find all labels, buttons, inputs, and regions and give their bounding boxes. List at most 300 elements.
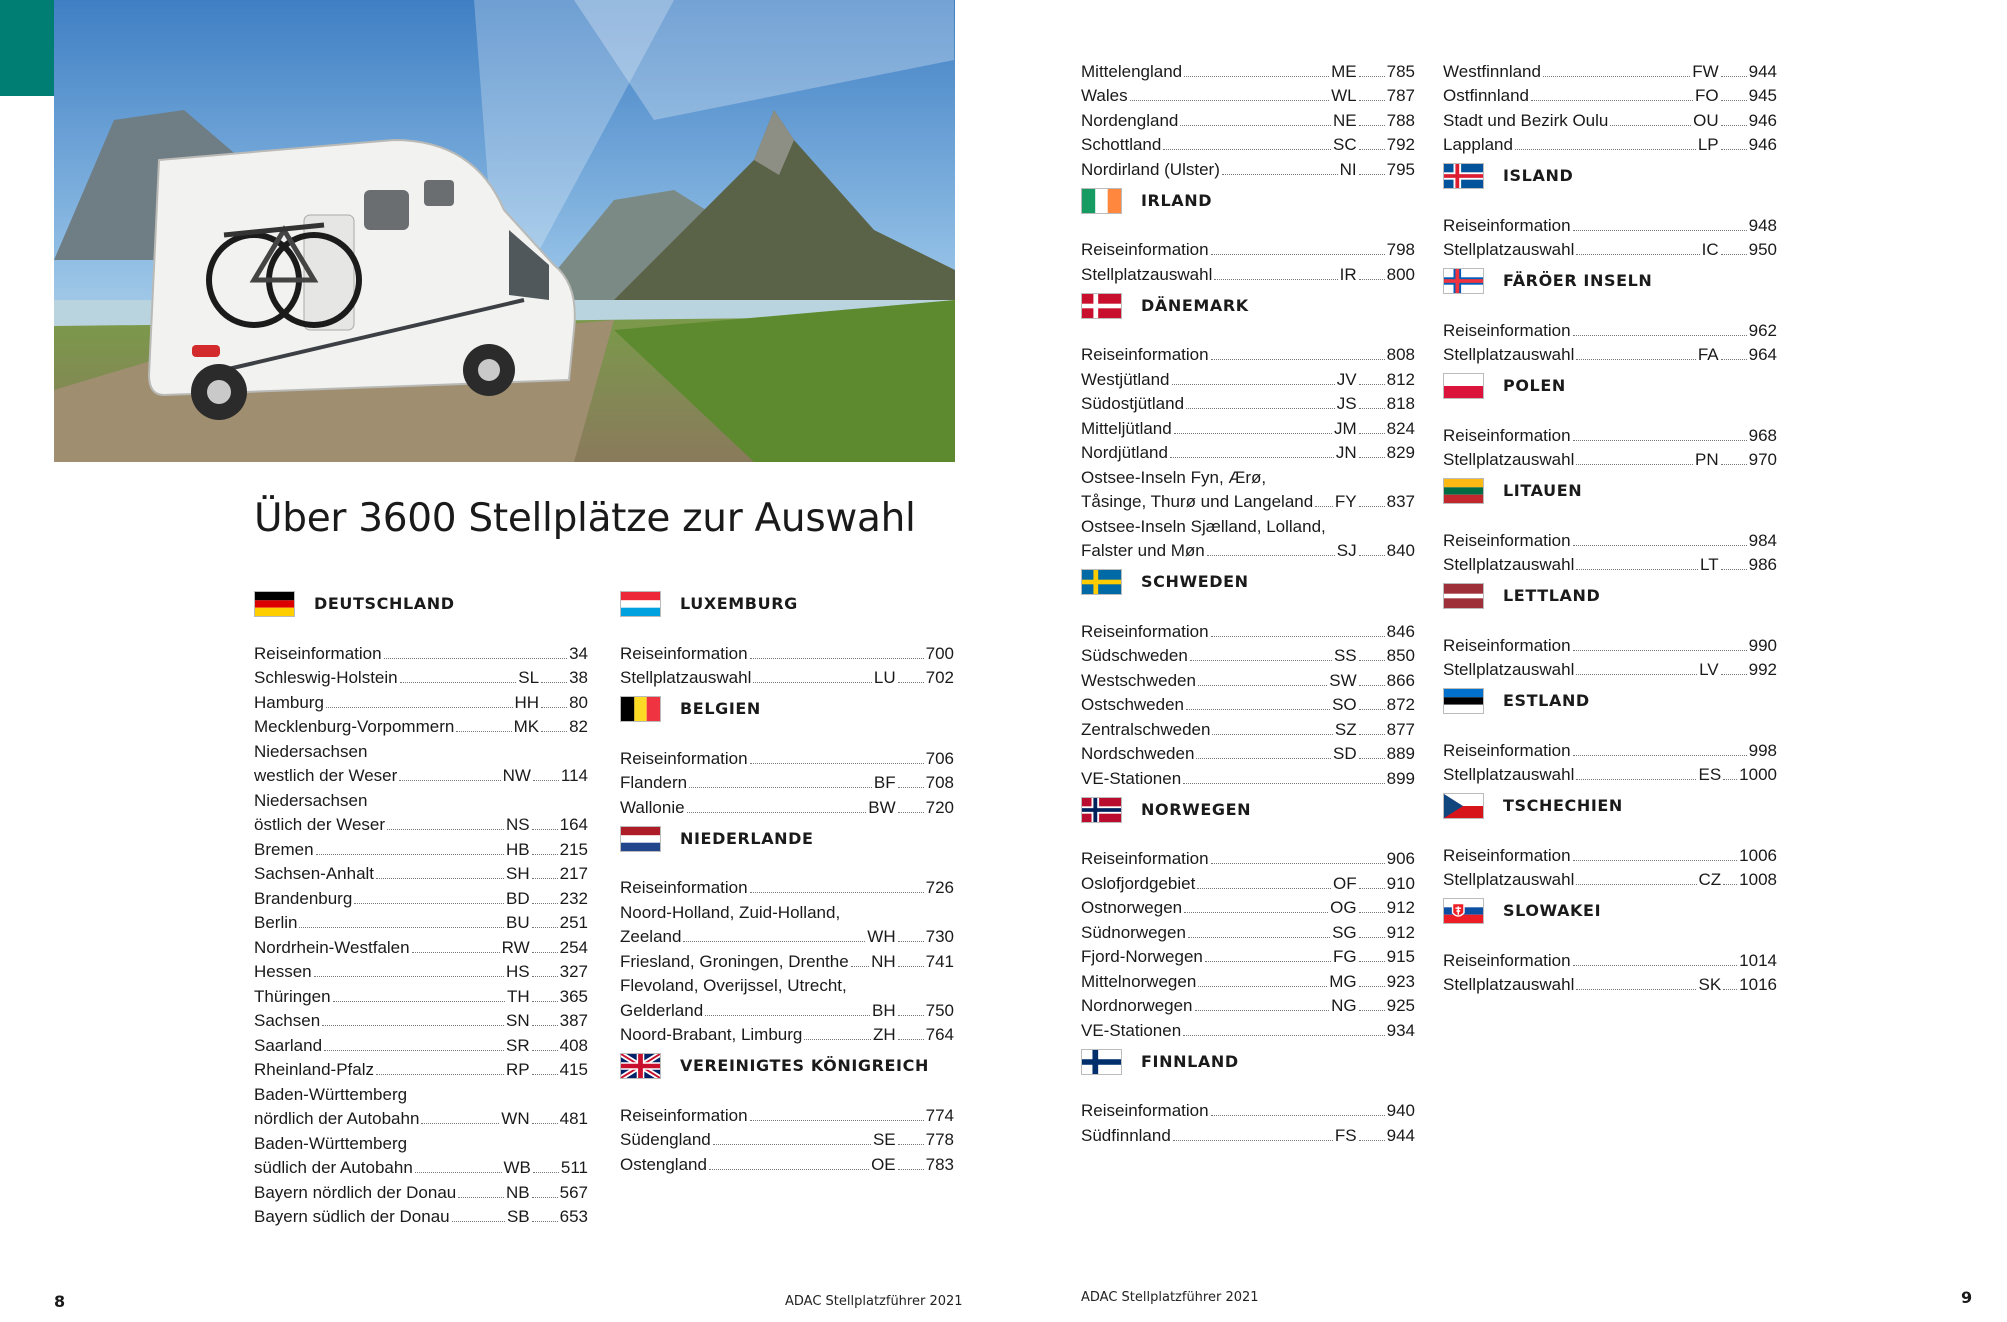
index-entry[interactable] [254,982,588,1007]
entry-label: Stellplatzauswahl [1443,240,1575,259]
leader-dots [1515,149,1696,150]
country-block [1443,478,1777,575]
leader-dots [898,787,924,788]
index-entry[interactable] [1443,526,1777,551]
index-entry[interactable] [254,1007,588,1032]
index-entry[interactable] [1081,131,1415,156]
region-code: ES [1698,765,1722,784]
region-code: HB [506,839,530,859]
index-entry[interactable] [1081,967,1415,992]
entry-label: Friesland, Groningen, Drenthe [620,951,849,971]
index-entry[interactable] [1443,761,1777,786]
leader-dots [1315,506,1333,507]
index-entry[interactable] [1443,211,1777,236]
index-entry[interactable] [254,1203,588,1228]
index-entry[interactable] [1081,414,1415,439]
page-number: 251 [559,913,588,932]
entry-label: Reiseinformation [1443,215,1571,235]
index-entry[interactable] [620,769,954,794]
entry-label: Reiseinformation [620,878,748,897]
entry-label: Stadt und Bezirk Oulu [1443,110,1609,130]
index-entry[interactable] [1081,992,1415,1017]
index-entry[interactable] [1081,764,1415,789]
entry-label: Mittelnorwegen [1081,971,1197,991]
index-entry[interactable] [1081,488,1415,513]
entry-label: Reiseinformation [1443,320,1571,340]
country-heading [1081,569,1415,601]
index-entry[interactable] [620,1126,954,1151]
flag-ee-icon [1443,688,1484,714]
country-name: ESTLAND [1503,691,1590,710]
leader-dots [532,878,558,879]
leader-dots [1183,1035,1384,1036]
country-block [1081,1049,1415,1146]
index-entry[interactable] [1443,131,1777,156]
index-entry[interactable] [1081,82,1415,107]
leader-dots [804,1039,871,1040]
leader-dots [1130,100,1330,101]
leader-dots [1359,937,1385,938]
page-number: 327 [559,962,588,981]
page-number: 1006 [1739,845,1777,865]
index-entry[interactable] [620,947,954,972]
region-code: WB [503,1158,531,1177]
country-block [1081,57,1415,180]
region-code: RP [506,1060,530,1079]
leader-dots [532,1074,558,1075]
index-entry[interactable] [254,1031,588,1056]
index-entry[interactable] [1081,691,1415,716]
page-number: 950 [1748,240,1777,259]
page-number: 795 [1386,159,1415,179]
leader-dots [1543,76,1690,77]
entry-label: Stellplatzauswahl [1443,870,1575,889]
flag-de-icon [254,591,295,617]
region-code: SO [1332,695,1357,714]
index-entry[interactable] [1443,82,1777,107]
leader-dots [1359,1010,1385,1011]
index-entry[interactable] [620,874,954,899]
page-number: 923 [1386,971,1415,991]
page-number: 787 [1386,86,1415,105]
leader-dots [314,976,504,977]
entry-label: östlich der Weser [254,815,386,834]
leader-dots [1183,783,1384,784]
country-block [1443,688,1777,785]
leader-dots [1573,965,1738,966]
page-number: 792 [1386,135,1415,154]
index-entry[interactable] [1081,666,1415,691]
leader-dots [1576,779,1696,780]
country-block [1081,188,1415,285]
leader-dots [1721,100,1747,101]
country-heading [1081,188,1415,220]
leader-dots [1359,100,1385,101]
leader-dots [1184,76,1329,77]
page-number: 783 [925,1154,954,1174]
index-entry[interactable] [254,835,588,860]
region-code: FO [1695,86,1719,105]
leader-dots [1723,884,1737,885]
index-entry[interactable] [1443,841,1777,866]
index-entry[interactable] [1081,1121,1415,1146]
region-code: CZ [1698,870,1722,889]
index-entry[interactable] [254,639,588,664]
region-code: SW [1329,670,1357,690]
page-number: 990 [1748,635,1777,655]
entry-label: Flandern [620,773,688,792]
leader-dots [532,1197,558,1198]
leader-dots [898,1015,924,1016]
page-number: 946 [1748,110,1777,130]
index-entry[interactable] [1081,869,1415,894]
leader-dots [532,1025,558,1026]
country-name: SLOWAKEI [1503,901,1602,920]
country-heading [1443,478,1777,510]
page-number: 706 [925,748,954,768]
page-number: 986 [1748,555,1777,574]
page-number: 798 [1386,240,1415,259]
index-entry[interactable] [254,884,588,909]
page-number: 944 [1748,61,1777,81]
region-code: FG [1333,947,1357,966]
index-entry[interactable] [620,1101,954,1126]
flag-sk-icon [1443,898,1484,924]
leader-dots [322,1025,504,1026]
leader-dots [316,854,504,855]
region-code: MK [513,717,540,736]
index-entry[interactable] [1443,57,1777,82]
page-number: 254 [559,937,588,957]
index-entry[interactable] [254,909,588,934]
page-number: 906 [1386,849,1415,868]
country-name: FÄRÖER INSELN [1503,271,1653,290]
flag-is-icon [1443,163,1484,189]
region-code: ZH [872,1025,896,1044]
entry-label: Nordengland [1081,110,1179,130]
leader-dots [1359,758,1385,759]
country-block [1443,898,1777,995]
leader-dots [1207,555,1335,556]
flag-fo-icon [1443,268,1484,294]
region-code: BD [506,888,530,908]
index-entry[interactable] [620,996,954,1021]
index-entry[interactable] [1443,946,1777,971]
index-entry[interactable] [1443,866,1777,891]
leader-dots [851,966,869,967]
index-entry[interactable] [1081,845,1415,870]
entry-label: Reiseinformation [1081,621,1209,641]
country-block [620,1053,954,1175]
leader-dots [399,780,500,781]
index-entry[interactable] [620,1150,954,1175]
index-entry[interactable] [1081,715,1415,740]
region-code: OU [1693,110,1719,130]
flag-dk-icon [1081,293,1122,319]
index-entry[interactable] [1081,1097,1415,1122]
index-entry[interactable] [254,860,588,885]
index-entry[interactable] [1081,537,1415,562]
country-block [1443,163,1777,260]
index-entry[interactable] [254,664,588,689]
entry-label: Falster und Møn [1081,541,1205,560]
index-entry-prefix: Baden-Württemberg [254,1133,408,1153]
index-entry[interactable] [1081,390,1415,415]
region-code: RW [501,937,530,957]
region-code: SN [506,1011,530,1030]
leader-dots [1214,279,1337,280]
leader-dots [421,1123,499,1124]
entry-label: Wales [1081,86,1128,105]
index-entry[interactable] [1081,617,1415,642]
entry-label: Westfinnland [1443,61,1541,81]
entry-label: Lappland [1443,135,1513,154]
country-heading [1443,793,1777,825]
index-entry[interactable] [620,664,954,689]
index-entry[interactable] [1081,918,1415,943]
leader-dots [1359,384,1385,385]
page-number: 1008 [1739,870,1777,889]
index-entry[interactable] [254,688,588,713]
page-number: 741 [925,951,954,971]
index-entry[interactable] [1443,656,1777,681]
leader-dots [1721,674,1747,675]
country-name: DÄNEMARK [1141,295,1249,315]
page-number-left: 8 [54,1292,66,1311]
leader-dots [387,829,504,830]
index-entry[interactable] [620,744,954,769]
index-entry[interactable] [254,762,588,787]
entry-label: Bayern südlich der Donau [254,1207,450,1226]
index-entry[interactable] [1081,1016,1415,1041]
region-code: FY [1334,492,1357,511]
index-entry[interactable] [1443,316,1777,341]
region-code: BW [868,797,896,817]
index-entry[interactable] [1081,106,1415,131]
leader-dots [1198,685,1327,686]
index-entry[interactable] [1443,446,1777,471]
leader-dots [1173,1140,1333,1141]
flag-nl-icon [620,826,661,852]
page-number: 962 [1748,320,1777,340]
index-entry[interactable] [1443,236,1777,261]
page-number: 934 [1386,1020,1415,1040]
leader-dots [1576,359,1695,360]
page-number: 1016 [1739,975,1777,994]
entry-label: Ostfinnland [1443,86,1529,105]
index-entry[interactable] [1081,260,1415,285]
entry-label: Stellplatzauswahl [1443,765,1575,784]
index-entry[interactable] [1081,894,1415,919]
entry-label: Südostjütland [1081,394,1185,413]
index-entry[interactable] [1081,943,1415,968]
page-number: 808 [1386,345,1415,364]
index-entry-prefix: Noord-Holland, Zuid-Holland, [620,902,841,922]
region-code: PN [1695,450,1719,469]
entry-label: Noord-Brabant, Limburg [620,1025,803,1044]
leader-dots [1573,755,1747,756]
page-number: 408 [559,1035,588,1055]
index-entry[interactable] [254,811,588,836]
entry-label: Mecklenburg-Vorpommern [254,717,455,736]
leader-dots [1721,76,1747,77]
flag-fi-icon [1081,1049,1122,1075]
leader-dots [898,966,924,967]
country-name: LETTLAND [1503,586,1601,605]
leader-dots [1573,860,1738,861]
leader-dots [1205,961,1331,962]
page-number: 232 [559,888,588,908]
index-entry[interactable] [1443,421,1777,446]
index-entry[interactable] [1443,971,1777,996]
index-entry[interactable] [1081,740,1415,765]
entry-label: Ostengland [620,1154,707,1174]
index-entry[interactable] [1081,439,1415,464]
page-number: 846 [1386,621,1415,641]
region-code: IR [1339,264,1357,284]
country-block [1443,268,1777,365]
entry-label: Reiseinformation [1443,845,1571,865]
index-entry[interactable] [254,933,588,958]
entry-label: Stellplatzauswahl [1081,264,1213,284]
entry-label: Thüringen [254,986,331,1006]
entry-label: Reiseinformation [1081,1101,1209,1120]
leader-dots [1211,359,1385,360]
region-code: SH [506,864,530,883]
country-block [1081,797,1415,1041]
page-number: 1000 [1739,765,1777,784]
country-heading [1443,898,1777,930]
entry-label: Tåsinge, Thurø und Langeland [1081,492,1314,511]
index-entry[interactable] [254,1154,588,1179]
entry-label: Sachsen [254,1011,321,1030]
index-entry-prefix: Niedersachsen [254,741,368,761]
leader-dots [1721,149,1747,150]
entry-label: Stellplatzauswahl [1443,975,1575,994]
index-entry[interactable] [1081,341,1415,366]
flag-lv-icon [1443,583,1484,609]
index-entry[interactable] [620,1021,954,1046]
index-entry[interactable] [1443,551,1777,576]
leader-dots [750,892,924,893]
leader-dots [1174,433,1332,434]
leader-dots [299,927,504,928]
country-block [620,591,954,688]
index-entry[interactable] [1443,631,1777,656]
region-code: BF [873,773,896,792]
leader-dots [1573,335,1747,336]
region-code: HH [514,692,540,712]
entry-label: Reiseinformation [1081,240,1209,259]
index-entry[interactable] [1081,365,1415,390]
region-code: OG [1330,898,1357,917]
index-entry[interactable] [254,713,588,738]
leader-dots [1359,660,1385,661]
entry-label: Brandenburg [254,888,353,908]
page-number: 984 [1748,530,1777,550]
country-block [1443,57,1777,155]
flag-cz-icon [1443,793,1484,819]
page-number: 912 [1386,898,1415,917]
entry-label: Bremen [254,839,314,859]
region-code: NS [506,815,530,834]
country-block [254,591,588,1227]
region-code: LP [1697,135,1719,154]
entry-label: Südfinnland [1081,1125,1171,1145]
index-entry[interactable] [620,923,954,948]
index-entry[interactable] [1443,106,1777,131]
page-number: 946 [1748,135,1777,154]
entry-label: Berlin [254,913,298,932]
index-entry[interactable] [620,793,954,818]
entry-label: Gelderland [620,1000,704,1020]
page-number: 387 [559,1011,588,1030]
leader-dots [532,927,558,928]
page-number: 764 [925,1025,954,1044]
index-entry[interactable] [1081,642,1415,667]
region-code: WN [501,1109,530,1128]
leader-dots [541,707,567,708]
leader-dots [532,854,558,855]
entry-label: Reiseinformation [254,643,382,663]
leader-dots [898,1169,924,1170]
index-entry[interactable] [1081,155,1415,180]
leader-dots [1197,888,1331,889]
country-block [1443,583,1777,680]
index-entry[interactable] [254,958,588,983]
entry-label: Hamburg [254,692,324,712]
index-entry[interactable] [254,1105,588,1130]
leader-dots [1188,937,1330,938]
index-entry-prefix: Niedersachsen [254,790,368,810]
country-block [620,826,954,1046]
page-number: 945 [1748,86,1777,105]
leader-dots [1576,569,1698,570]
leader-dots [898,941,924,942]
entry-label: Stellplatzauswahl [1443,450,1575,469]
index-entry[interactable] [1081,236,1415,261]
leader-dots [1180,125,1331,126]
page-number: 964 [1748,345,1777,364]
index-entry[interactable] [254,1056,588,1081]
leader-dots [1170,457,1334,458]
index-entry[interactable] [1443,736,1777,761]
region-code: MG [1329,971,1357,991]
index-entry[interactable] [254,1178,588,1203]
leader-dots [1573,650,1747,651]
country-name: VEREINIGTES KÖNIGREICH [680,1056,929,1075]
leader-dots [1610,125,1691,126]
country-heading [1443,583,1777,615]
country-name: DEUTSCHLAND [314,594,455,613]
page-number: 788 [1386,110,1415,130]
page-number: 80 [569,692,588,712]
leader-dots [705,1015,870,1016]
page-number: 653 [559,1207,588,1226]
index-entry[interactable] [1443,341,1777,366]
index-entry[interactable] [620,639,954,664]
index-entry-prefix: Baden-Württemberg [254,1084,408,1104]
page-number: 415 [559,1060,588,1079]
region-code: SJ [1336,541,1357,560]
page-number: 944 [1386,1125,1415,1145]
index-entry[interactable] [1081,57,1415,82]
entry-label: Stellplatzauswahl [620,668,752,687]
region-code: LV [1699,660,1719,679]
leader-dots [1576,989,1696,990]
leader-dots [458,1197,504,1198]
region-code: JN [1335,443,1357,462]
